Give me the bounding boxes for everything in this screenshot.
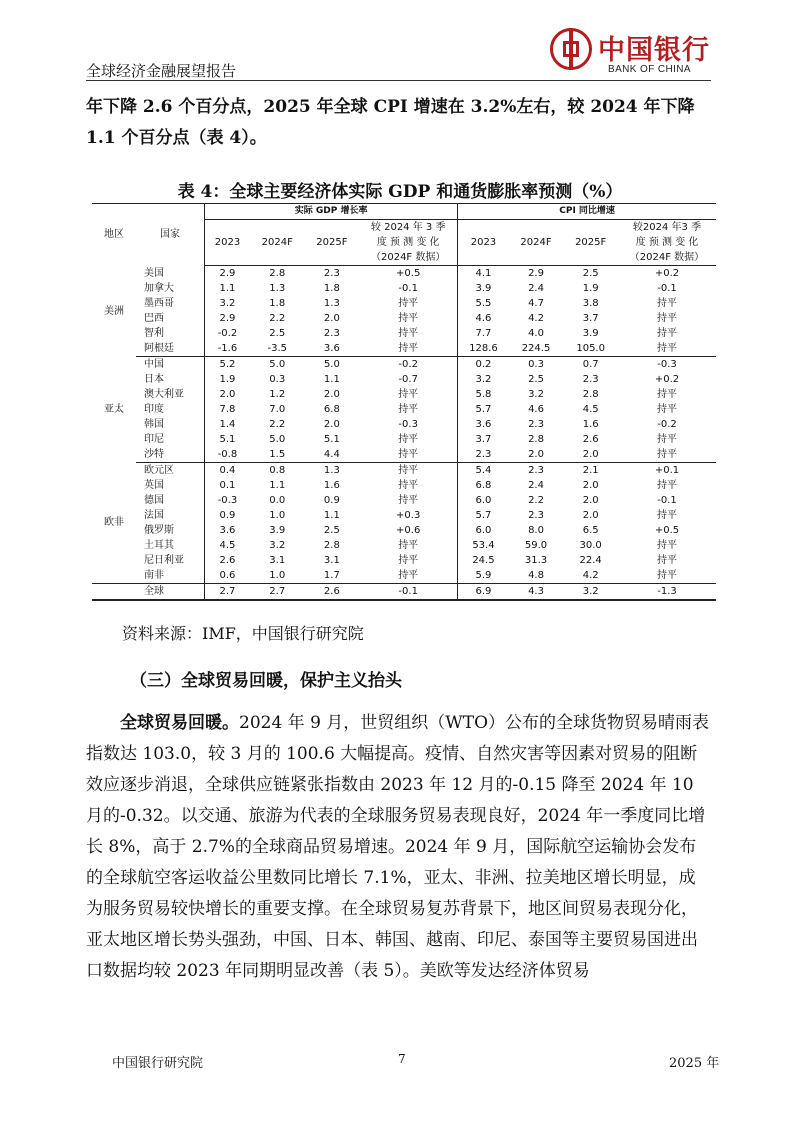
region-group [92, 463, 716, 584]
country-cell: 德国 [136, 493, 205, 508]
cpi-value-cell: 2.1 [582, 465, 599, 476]
cpi-value-cell: 4.6 [475, 313, 492, 324]
cpi-value-cell: 1.6 [582, 419, 599, 430]
body-paragraph [86, 708, 710, 987]
region-cell: 欧非 [104, 517, 124, 529]
cpi-value-cell: 31.3 [524, 555, 548, 566]
country-cell: 巴西 [136, 311, 205, 326]
cpi-year-2024f: 2024F [509, 220, 564, 266]
cpi-value-cell: 3.8 [582, 298, 599, 309]
gdp-value-cell: 2.0 [323, 419, 340, 430]
gdp-total-cell: 2.7 [250, 584, 305, 601]
gdp-value-cell: 5.1 [219, 434, 236, 445]
gdp-value-cell: 1.0 [269, 510, 286, 521]
cpi-value-cell: 持平 [618, 341, 716, 357]
table-row [92, 478, 716, 493]
cpi-value-cell: +0.2 [654, 268, 680, 279]
gdp-value-cell: -1.6 [205, 341, 250, 357]
cpi-value-cell: 3.9 [475, 283, 492, 294]
cpi-value-cell: 持平 [657, 328, 677, 339]
cpi-value-cell: 持平 [657, 434, 677, 445]
gdp-total-cell: -0.1 [359, 584, 458, 601]
gdp-value-cell: 1.9 [219, 374, 236, 385]
col-country-header: 国家 [136, 204, 205, 266]
cpi-value-cell: 5.7 [475, 404, 492, 415]
cpi-value-cell: 持平 [657, 555, 677, 566]
cpi-value-cell: 5.7 [475, 510, 492, 521]
cpi-value-cell: 2.2 [528, 495, 544, 506]
gdp-value-cell: 2.2 [269, 419, 286, 430]
cpi-change-line: 度 预 测 变 化 [635, 237, 699, 248]
table-row [92, 432, 716, 447]
cpi-value-cell: 1.9 [582, 283, 599, 294]
gdp-value-cell: 1.8 [269, 298, 286, 309]
cpi-value-cell: 2.0 [509, 447, 564, 463]
country-cell: 南非 [136, 568, 205, 584]
cpi-value-cell: 0.2 [475, 359, 492, 370]
table-row [92, 341, 716, 357]
gdp-value-cell: 持平 [359, 493, 458, 508]
gdp-value-cell: +0.5 [359, 266, 458, 282]
gdp-value-cell: 持平 [359, 432, 458, 447]
country-cell: 印尼 [136, 432, 205, 447]
gdp-value-cell: 持平 [359, 568, 458, 584]
region-cell: 亚太 [104, 404, 124, 415]
country-cell: 沙特 [136, 447, 205, 463]
gdp-value-cell: 1.1 [323, 510, 340, 521]
cpi-value-cell: 4.1 [475, 268, 492, 279]
table-row [92, 372, 716, 387]
cpi-value-cell: 3.2 [475, 374, 492, 385]
footer-org: 中国银行研究院 [112, 1056, 204, 1071]
gdp-value-cell: -0.3 [359, 417, 458, 432]
gdp-value-cell: 2.8 [323, 540, 340, 551]
gdp-value-cell: 2.6 [219, 555, 236, 566]
gdp-value-cell: 1.5 [250, 447, 305, 463]
cpi-value-cell: -0.2 [657, 419, 677, 430]
cpi-value-cell: 224.5 [509, 341, 564, 357]
gdp-value-cell: 3.2 [269, 540, 286, 551]
cpi-value-cell: 2.0 [582, 480, 599, 491]
cpi-value-cell: 0.7 [582, 359, 599, 370]
cpi-value-cell: 128.6 [458, 341, 509, 357]
gdp-value-cell: +0.6 [359, 523, 458, 538]
gdp-value-cell: -0.2 [217, 328, 238, 339]
gdp-value-cell: 0.3 [269, 374, 286, 385]
gdp-value-cell: 1.4 [219, 419, 236, 430]
cpi-value-cell: 2.3 [528, 465, 544, 476]
cpi-value-cell: 持平 [657, 404, 677, 415]
gdp-value-cell: 2.8 [269, 268, 286, 279]
gdp-value-cell: 0.9 [219, 510, 236, 521]
gdp-value-cell: 2.2 [269, 313, 286, 324]
cpi-value-cell: 2.0 [563, 447, 618, 463]
cpi-value-cell: 2.8 [528, 434, 544, 445]
country-cell: 英国 [136, 478, 205, 493]
gdp-value-cell: 1.7 [305, 568, 360, 584]
gdp-value-cell: 1.1 [269, 480, 286, 491]
cpi-value-cell: 5.4 [475, 465, 492, 476]
table-row [92, 387, 716, 402]
cpi-value-cell: 6.8 [475, 480, 492, 491]
cpi-value-cell: 4.2 [528, 313, 544, 324]
gdp-value-cell: 2.3 [323, 328, 340, 339]
table-caption: 表 4：全球主要经济体实际 GDP 和通货膨胀率预测（%） [177, 182, 623, 202]
table-row [92, 417, 716, 432]
table-row [92, 568, 716, 584]
cpi-value-cell: 持平 [657, 540, 677, 551]
region-cell [92, 584, 136, 601]
table-row [92, 281, 716, 296]
cpi-value-cell: 30.0 [579, 540, 602, 551]
cpi-total-cell: -1.3 [618, 584, 716, 601]
cpi-value-cell: 2.6 [582, 434, 599, 445]
country-cell: 加拿大 [136, 281, 205, 296]
cpi-value-cell: +0.2 [654, 374, 680, 385]
region-group [92, 266, 716, 357]
gdp-change-line: 度 预 测 变 化 [376, 237, 440, 248]
gdp-value-cell: -0.7 [359, 372, 458, 387]
table-row [92, 402, 716, 417]
table-row [92, 538, 716, 553]
country-cell: 印度 [136, 402, 205, 417]
cpi-value-cell: 3.7 [475, 434, 492, 445]
gdp-value-cell: 6.8 [323, 404, 340, 415]
cpi-group-header: CPI 同比增速 [458, 204, 716, 220]
country-cell: 法国 [136, 508, 205, 523]
cpi-change-line: 较2024 年3 季 [632, 222, 702, 233]
gdp-value-cell: 3.9 [269, 525, 286, 536]
gdp-value-cell: 3.6 [219, 525, 236, 536]
cpi-value-cell: 6.0 [475, 525, 492, 536]
gdp-value-cell: 5.0 [323, 359, 340, 370]
gdp-year-2023: 2023 [205, 220, 250, 266]
cpi-value-cell: 2.5 [582, 268, 599, 279]
page-number: 7 [398, 1052, 406, 1066]
gdp-value-cell: 0.8 [269, 465, 286, 476]
intro-paragraph: 年下降 2.6 个百分点，2025 年全球 CPI 增速在 3.2%左右，较 2024 年下降 1.1 个百分点（表 4）。 [86, 97, 695, 148]
cpi-year-2023: 2023 [458, 220, 509, 266]
gdp-value-cell: 2.9 [219, 268, 236, 279]
country-cell: 俄罗斯 [136, 523, 205, 538]
cpi-value-cell: 3.9 [582, 328, 599, 339]
cpi-value-cell: 24.5 [472, 555, 495, 566]
gdp-value-cell: 1.1 [323, 374, 340, 385]
gdp-total-cell: 2.7 [205, 584, 250, 601]
cpi-value-cell: 持平 [657, 510, 677, 521]
cpi-value-cell: 4.6 [528, 404, 544, 415]
gdp-value-cell: 持平 [359, 387, 458, 402]
country-cell: 韩国 [136, 417, 205, 432]
gdp-value-cell: 2.0 [219, 389, 236, 400]
country-cell: 美国 [136, 266, 205, 282]
gdp-value-cell: 5.2 [219, 359, 236, 370]
cpi-value-cell: 105.0 [563, 341, 618, 357]
gdp-change-line: （2024F 数据） [370, 252, 446, 263]
cpi-value-cell: 2.4 [528, 283, 544, 294]
gdp-value-cell: 3.2 [219, 298, 236, 309]
gdp-value-cell: 2.5 [323, 525, 340, 536]
cpi-value-cell: 持平 [618, 568, 716, 584]
gdp-value-cell: 0.9 [323, 495, 340, 506]
header-divider [86, 80, 711, 81]
gdp-value-cell: 1.3 [323, 465, 340, 476]
gdp-value-cell: 2.9 [219, 313, 236, 324]
cpi-value-cell: 2.4 [528, 480, 544, 491]
gdp-value-cell: 5.0 [269, 359, 286, 370]
gdp-value-cell: 持平 [359, 296, 458, 311]
cpi-value-cell: 6.0 [475, 495, 492, 506]
cpi-value-cell: 4.8 [509, 568, 564, 584]
table-row [92, 357, 716, 373]
cpi-value-cell: +0.1 [654, 465, 680, 476]
gdp-value-cell: 5.0 [269, 434, 286, 445]
gdp-value-cell: 0.4 [219, 465, 236, 476]
gdp-value-cell: 1.1 [219, 283, 236, 294]
cpi-value-cell: 3.7 [582, 313, 599, 324]
country-cell: 土耳其 [136, 538, 205, 553]
gdp-group-header: 实际 GDP 增长率 [205, 204, 458, 220]
gdp-value-cell: 4.4 [305, 447, 360, 463]
bank-logo [550, 28, 720, 80]
cpi-value-cell: 2.5 [528, 374, 544, 385]
gdp-value-cell: 持平 [359, 447, 458, 463]
gdp-value-cell: 2.0 [323, 313, 340, 324]
cpi-value-cell: 4.0 [528, 328, 544, 339]
country-cell: 墨西哥 [136, 296, 205, 311]
cpi-value-cell: -0.1 [657, 283, 677, 294]
gdp-value-cell: -3.5 [250, 341, 305, 357]
forecast-table [92, 203, 716, 601]
region-group [92, 357, 716, 463]
bank-of-china-emblem-icon [550, 28, 592, 70]
cpi-change-line: （2024F 数据） [629, 252, 705, 263]
cpi-value-cell: 22.4 [579, 555, 602, 566]
gdp-value-cell: 持平 [359, 341, 458, 357]
gdp-value-cell: 1.0 [250, 568, 305, 584]
cpi-value-cell: 6.5 [582, 525, 599, 536]
gdp-total-cell: 2.6 [305, 584, 360, 601]
table-row [92, 266, 716, 282]
gdp-value-cell: 4.5 [219, 540, 236, 551]
gdp-value-cell: 持平 [359, 553, 458, 568]
col-region-header: 地区 [104, 229, 124, 241]
gdp-value-cell: 1.3 [323, 298, 340, 309]
gdp-value-cell: 持平 [359, 311, 458, 326]
gdp-change-header [359, 220, 458, 266]
gdp-value-cell: 7.8 [219, 404, 236, 415]
cpi-value-cell: 0.3 [528, 359, 544, 370]
table-row [92, 447, 716, 463]
cpi-value-cell: 持平 [657, 480, 677, 491]
report-title: 全球经济金融展望报告 [86, 62, 237, 80]
country-cell: 中国 [136, 357, 205, 373]
cpi-value-cell: +0.5 [654, 525, 680, 536]
cpi-value-cell: 4.7 [528, 298, 544, 309]
gdp-value-cell: 3.6 [305, 341, 360, 357]
country-cell: 欧元区 [136, 463, 205, 479]
table-row [92, 311, 716, 326]
cpi-value-cell: 5.5 [475, 298, 492, 309]
cpi-total-cell: 6.9 [458, 584, 509, 601]
gdp-value-cell: 5.1 [323, 434, 340, 445]
cpi-value-cell: 2.0 [582, 495, 599, 506]
gdp-value-cell: 1.2 [269, 389, 286, 400]
gdp-value-cell: 7.0 [269, 404, 286, 415]
gdp-value-cell: 2.3 [323, 268, 340, 279]
gdp-value-cell: 0.0 [269, 495, 286, 506]
cpi-value-cell: 2.9 [528, 268, 544, 279]
country-cell: 阿根廷 [136, 341, 205, 357]
country-cell: 智利 [136, 326, 205, 341]
country-cell: 日本 [136, 372, 205, 387]
gdp-value-cell: 持平 [359, 478, 458, 493]
cpi-value-cell: 2.3 [582, 374, 599, 385]
cpi-value-cell: -0.1 [657, 495, 677, 506]
gdp-value-cell: -0.8 [205, 447, 250, 463]
total-label: 全球 [136, 584, 205, 601]
gdp-value-cell: 0.1 [219, 480, 236, 491]
cpi-value-cell: 持平 [657, 313, 677, 324]
cpi-value-cell: 2.3 [458, 447, 509, 463]
source-note: 资料来源：IMF，中国银行研究院 [122, 624, 364, 643]
gdp-value-cell: 持平 [359, 402, 458, 417]
table-row [92, 493, 716, 508]
country-cell: 尼日利亚 [136, 553, 205, 568]
section-subheading: （三）全球贸易回暖，保护主义抬头 [130, 671, 402, 691]
cpi-value-cell: 持平 [657, 298, 677, 309]
cpi-value-cell: 3.2 [528, 389, 544, 400]
cpi-value-cell: 7.7 [475, 328, 492, 339]
cpi-value-cell: 8.0 [528, 525, 544, 536]
gdp-value-cell: 1.8 [323, 283, 340, 294]
cpi-value-cell: 3.6 [475, 419, 492, 430]
cpi-value-cell: 持平 [657, 389, 677, 400]
cpi-value-cell: 5.9 [458, 568, 509, 584]
gdp-value-cell: 1.3 [269, 283, 286, 294]
region-cell: 美洲 [104, 305, 124, 317]
cpi-value-cell: 4.5 [582, 404, 599, 415]
gdp-value-cell: -0.3 [217, 495, 238, 506]
gdp-value-cell: 2.0 [323, 389, 340, 400]
cpi-total-cell: 4.3 [509, 584, 564, 601]
table-row [92, 553, 716, 568]
cpi-value-cell: 59.0 [524, 540, 548, 551]
body-lead: 全球贸易回暖。 [120, 713, 239, 733]
table-row [92, 296, 716, 311]
gdp-change-line: 较 2024 年 3 季 [370, 222, 446, 233]
logo-chinese-name: 中国银行 [598, 35, 710, 66]
gdp-year-2025f: 2025F [305, 220, 360, 266]
table-row [92, 508, 716, 523]
gdp-value-cell: 持平 [359, 463, 458, 479]
cpi-value-cell: 持平 [618, 447, 716, 463]
cpi-value-cell: 2.8 [582, 389, 599, 400]
logo-english-name: BANK OF CHINA [608, 64, 691, 75]
gdp-value-cell: +0.3 [359, 508, 458, 523]
cpi-value-cell: 2.3 [528, 419, 544, 430]
gdp-value-cell: 0.6 [205, 568, 250, 584]
gdp-value-cell: -0.2 [359, 357, 458, 373]
country-cell: 澳大利亚 [136, 387, 205, 402]
cpi-total-cell: 3.2 [563, 584, 618, 601]
gdp-value-cell: -0.1 [359, 281, 458, 296]
cpi-value-cell: 2.3 [528, 510, 544, 521]
gdp-year-2024f: 2024F [250, 220, 305, 266]
cpi-year-2025f: 2025F [563, 220, 618, 266]
gdp-value-cell: 3.1 [323, 555, 340, 566]
gdp-value-cell: 1.6 [323, 480, 340, 491]
table-row [92, 463, 716, 479]
cpi-value-cell: -0.3 [657, 359, 677, 370]
body-text: 2024 年 9 月，世贸组织（WTO）公布的全球货物贸易晴雨表指数达 103.0，较 3 月的 100.6 大幅提高。疫情、自然灾害等因素对贸易的阻断效应逐步消退，全球供应链紧张指数由 2023 年 12 月的-0.15 降至 2024 年 10 月的-0.32。以交通、旅游为代表的全球服务贸易表现良好，2024 年一季度同比增长 8%，高于 2.7%的全球商品贸易增速。2024 年 9 月，国际航空运输协会发布的全球航空客运收益公里数同比增长 7.1%，亚太、非洲、拉美地区增长明显，成为服务贸易较快增长的重要支撑。在全球贸易复苏背景下，地区间贸易表现分化，亚太地区增长势头强劲，中国、日本、韩国、越南、印尼、泰国等主要贸易国进出口数据均较 2023 年同期明显改善（表 5）。美欧等发达经济体贸易 [86, 713, 710, 981]
gdp-value-cell: 3.1 [269, 555, 286, 566]
gdp-value-cell: 2.5 [269, 328, 286, 339]
cpi-change-header [618, 220, 716, 266]
gdp-value-cell: 持平 [359, 326, 458, 341]
total-row [92, 584, 716, 601]
table-row [92, 326, 716, 341]
cpi-value-cell: 53.4 [472, 540, 495, 551]
cpi-value-cell: 4.2 [563, 568, 618, 584]
cpi-value-cell: 5.8 [475, 389, 492, 400]
footer-year: 2025 年 [669, 1056, 720, 1071]
cpi-value-cell: 2.0 [582, 510, 599, 521]
gdp-value-cell: 持平 [359, 538, 458, 553]
table-row [92, 523, 716, 538]
